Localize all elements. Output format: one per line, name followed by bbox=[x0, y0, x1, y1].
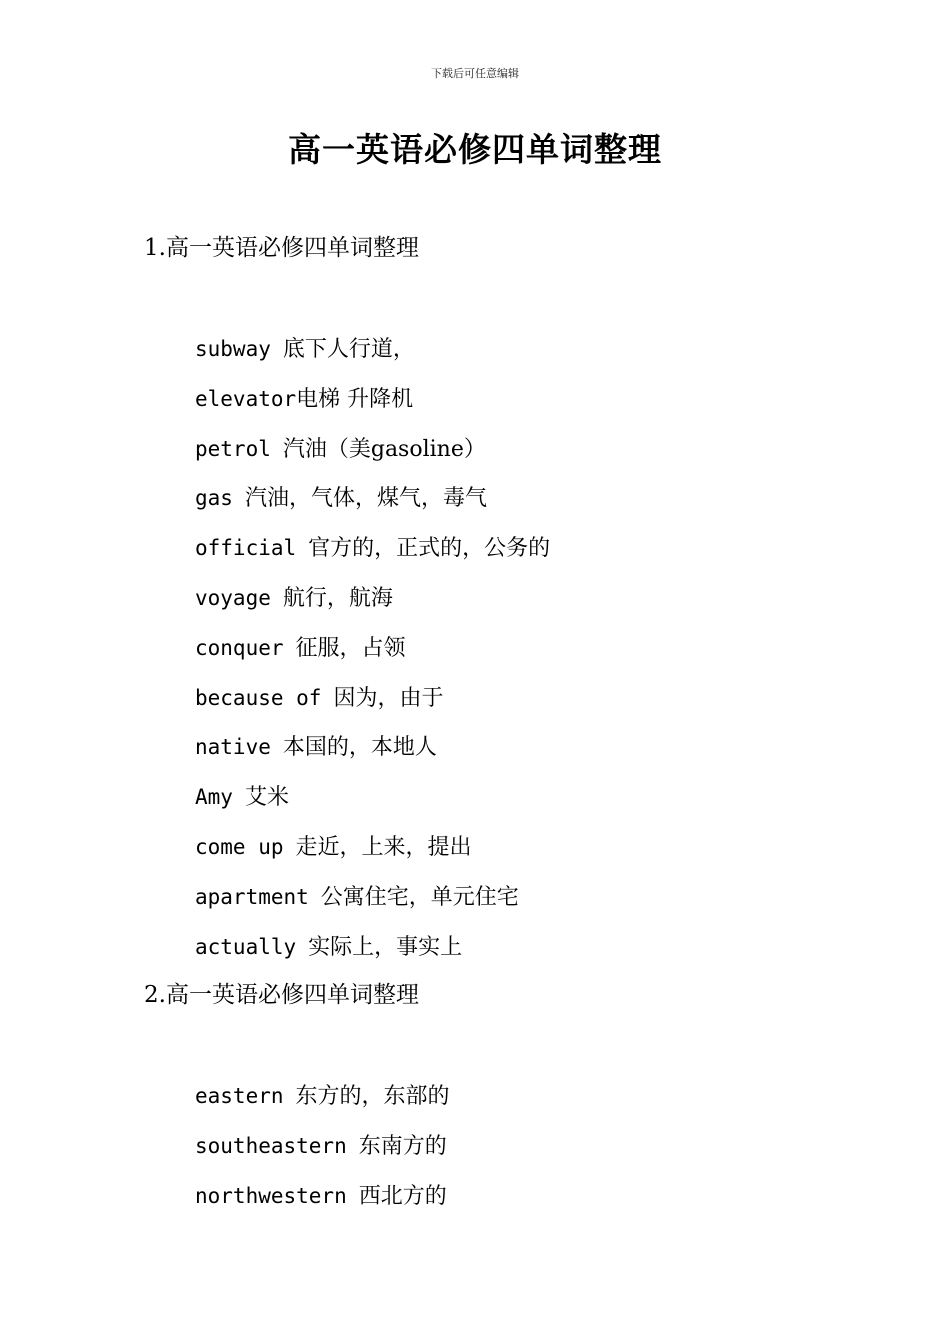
vocab-row bbox=[195, 882, 550, 932]
vocab-row bbox=[195, 1181, 450, 1231]
vocab-word: northwestern bbox=[195, 1183, 347, 1208]
vocab-meaning: 实际上，事实上 bbox=[308, 934, 463, 960]
document-title: 高一英语必修四单词整理 bbox=[288, 130, 662, 169]
vocab-meaning: 官方的，正式的，公务的 bbox=[308, 536, 551, 562]
vocab-row bbox=[195, 1131, 450, 1181]
vocab-row bbox=[195, 384, 550, 434]
vocab-row bbox=[195, 633, 550, 683]
vocab-row bbox=[195, 434, 550, 484]
vocab-word: come up bbox=[195, 834, 284, 859]
vocab-word: petrol bbox=[195, 436, 271, 461]
vocab-meaning: 征服，占领 bbox=[295, 635, 406, 661]
vocab-word: eastern bbox=[195, 1084, 284, 1108]
vocab-meaning: 底下人行道， bbox=[282, 337, 415, 362]
vocab-meaning: 航行，航海 bbox=[282, 585, 393, 611]
vocab-meaning: 东南方的 bbox=[358, 1133, 447, 1159]
vocab-row bbox=[195, 334, 550, 384]
vocab-meaning: 公寓住宅，单元住宅 bbox=[320, 884, 519, 910]
vocab-word: actually bbox=[195, 934, 297, 959]
vocab-row bbox=[195, 483, 550, 533]
vocab-word: native bbox=[195, 735, 271, 760]
vocab-row bbox=[195, 782, 550, 832]
vocab-list-1 bbox=[195, 334, 550, 981]
vocab-row bbox=[195, 832, 550, 882]
vocab-meaning: 东方的，东部的 bbox=[295, 1084, 450, 1109]
vocab-meaning: 西北方的 bbox=[358, 1183, 447, 1209]
section-heading-1: 1.高一英语必修四单词整理 bbox=[144, 235, 419, 261]
vocab-row bbox=[195, 932, 550, 982]
vocab-row bbox=[195, 583, 550, 633]
vocab-word: voyage bbox=[195, 585, 271, 610]
vocab-meaning: 汽油（美gasoline） bbox=[282, 436, 486, 462]
vocab-word: subway bbox=[195, 337, 271, 361]
vocab-row bbox=[195, 732, 550, 782]
vocab-meaning: 汽油，气体，煤气，毒气 bbox=[244, 486, 487, 512]
vocab-word: official bbox=[195, 536, 297, 561]
vocab-word: gas bbox=[195, 486, 233, 511]
vocab-row bbox=[195, 533, 550, 583]
vocab-meaning: 艾米 bbox=[244, 785, 289, 811]
vocab-meaning: 电梯 升降机 bbox=[296, 386, 414, 412]
vocab-meaning: 本国的，本地人 bbox=[282, 735, 437, 761]
vocab-row bbox=[195, 1081, 450, 1131]
vocab-meaning: 走近，上来，提出 bbox=[295, 834, 472, 860]
page-header-note: 下载后可任意编辑 bbox=[431, 67, 519, 80]
vocab-word: conquer bbox=[195, 635, 284, 660]
vocab-word: apartment bbox=[195, 884, 309, 909]
vocab-word: southeastern bbox=[195, 1133, 347, 1158]
vocab-word: elevator bbox=[195, 386, 297, 411]
vocab-meaning: 因为，由于 bbox=[333, 685, 444, 711]
section-heading-2: 2.高一英语必修四单词整理 bbox=[144, 982, 419, 1008]
vocab-word: Amy bbox=[195, 785, 233, 810]
vocab-list-2 bbox=[195, 1081, 450, 1230]
vocab-word: because of bbox=[195, 685, 322, 710]
vocab-row bbox=[195, 683, 550, 733]
